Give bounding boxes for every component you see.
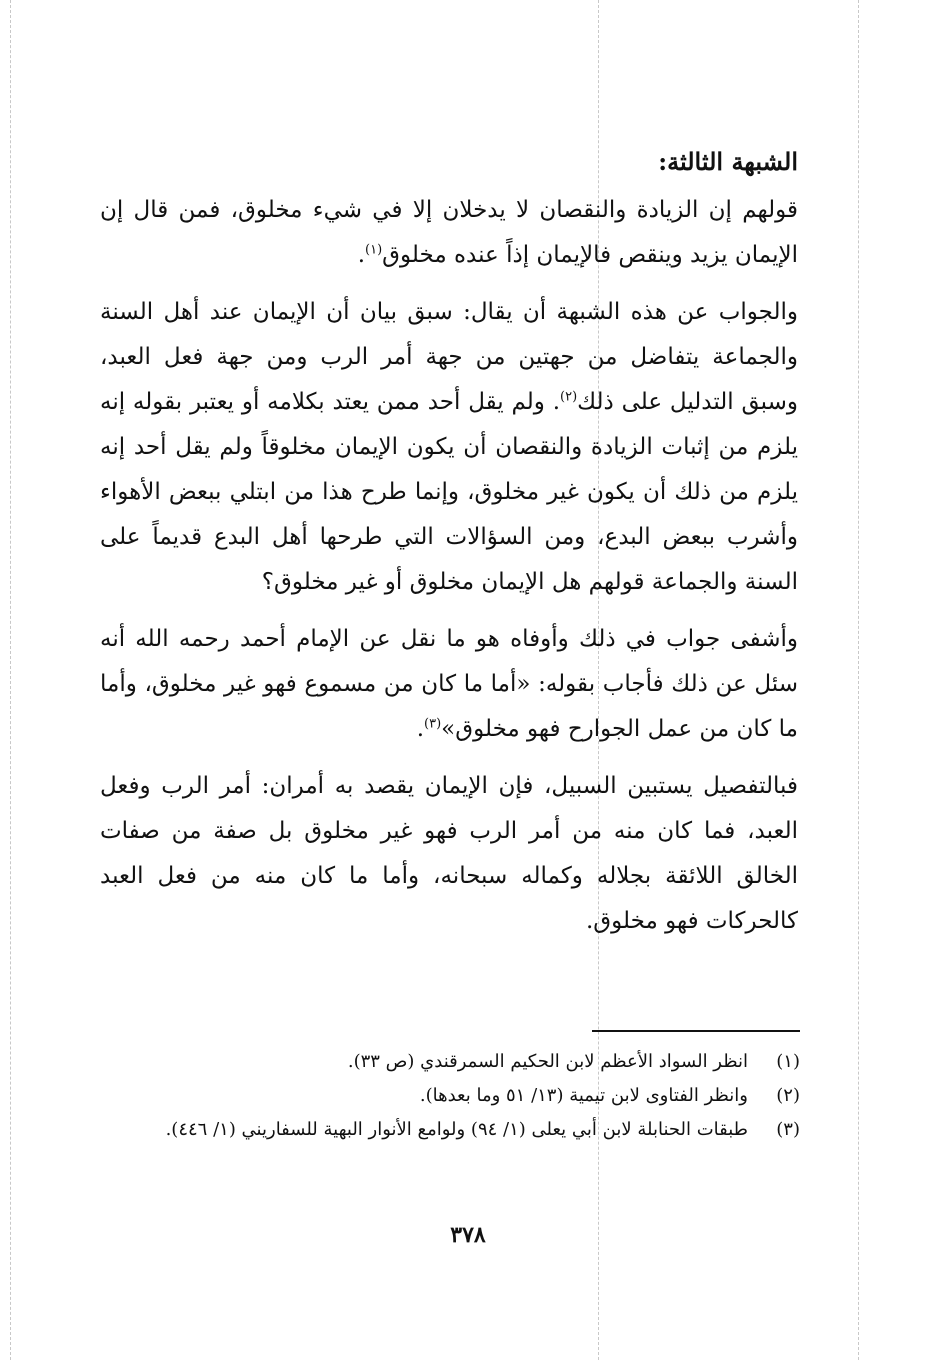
paragraph-text: والجواب عن هذه الشبهة أن يقال: سبق بيان أن الإيمان عند أهل السنة والجماعة يتفاضل من جهتين من جهة أمر الرب ومن جهة فعل العبد، وسبق التدليل على ذلك — [100, 299, 798, 415]
footnote-text: طبقات الحنابلة لابن أبي يعلى (١/ ٩٤) ولوامع الأنوار البهية للسفاريني (١/ ٤٤٦). — [165, 1119, 748, 1140]
paragraph-tail: . — [416, 716, 425, 742]
paragraph-tail: . — [357, 242, 366, 268]
footnote-marker: (٣) — [424, 716, 442, 732]
footnote-marker: (٢) — [560, 389, 578, 405]
scan-edge-line — [10, 0, 11, 1360]
footnote-separator — [592, 1030, 800, 1032]
footnote-item — [100, 1079, 800, 1113]
section-heading: الشبهة الثالثة: — [658, 147, 798, 176]
page-number: ٣٧٨ — [450, 1222, 486, 1248]
footnote-item — [100, 1045, 800, 1079]
paragraph-text: فبالتفصيل يستبين السبيل، فإن الإيمان يقصد به أمران: أمر الرب وفعل العبد، فما كان منه من أمر الرب فهو غير مخلوق بل صفة من صفات الخالق اللائقة بجلاله وكماله سبحانه، وأما ما كان منه من فعل العبد كالحركات فهو مخلوق. — [100, 773, 798, 934]
footnote-number: (٢) — [776, 1085, 800, 1106]
paragraph-1 — [100, 188, 798, 278]
footnote-number: (١) — [776, 1051, 800, 1072]
paragraph-2 — [100, 290, 798, 605]
footnotes — [100, 1045, 800, 1147]
paragraph-4 — [100, 764, 798, 944]
paragraph-text: وأشفى جواب في ذلك وأوفاه هو ما نقل عن الإمام أحمد رحمه الله أنه سئل عن ذلك فأجاب بقوله: «أما ما كان من مسموع فهو غير مخلوق، وأما ما كان من عمل الجوارح فهو مخلوق» — [100, 626, 798, 742]
scan-edge-line — [858, 0, 859, 1360]
footnote-item — [100, 1113, 800, 1147]
footnote-marker: (١) — [365, 242, 383, 258]
paragraph-tail: . ولم يقل أحد ممن يعتد بكلامه أو يعتبر بقوله إنه يلزم من إثبات الزيادة والنقصان أن يكون الإيمان مخلوقاً ولم يقل أحد إنه يلزم من ذلك أن يكون غير مخلوق، وإنما طرح هذا من ابتلي ببعض الأهواء وأشرب ببعض البدع، ومن السؤالات التي طرحها أهل البدع قديماً على السنة والجماعة قولهم هل الإيمان مخلوق أو غير مخلوق؟ — [100, 389, 798, 595]
footnote-text: وانظر الفتاوى لابن تيمية (١٣/ ٥١ وما بعدها). — [419, 1085, 748, 1106]
paragraph-3 — [100, 617, 798, 752]
page-body — [100, 140, 798, 956]
footnote-number: (٣) — [776, 1119, 800, 1140]
paragraph-text: قولهم إن الزيادة والنقصان لا يدخلان إلا في شيء مخلوق، فمن قال إن الإيمان يزيد وينقص فالإيمان إذاً عنده مخلوق — [100, 197, 798, 268]
footnote-text: انظر السواد الأعظم لابن الحكيم السمرقندي (ص ٣٣). — [347, 1051, 748, 1072]
